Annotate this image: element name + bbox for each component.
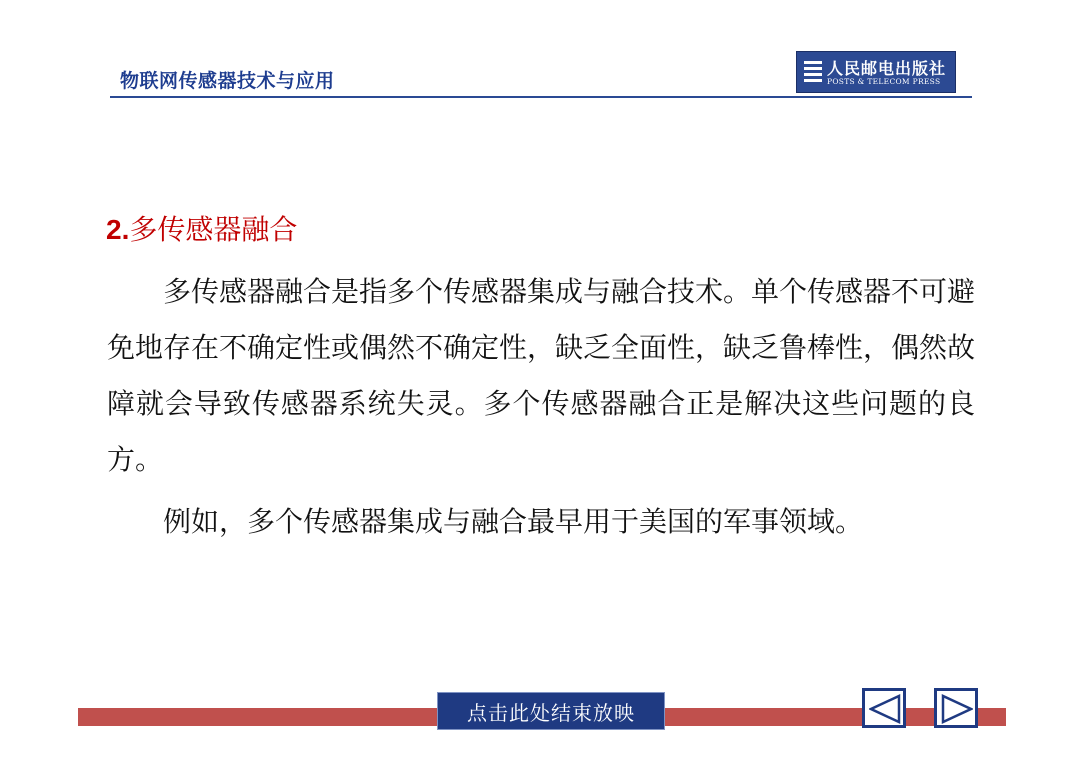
publisher-name-en: POSTS & TELECOM PRESS bbox=[827, 77, 941, 86]
publisher-logo bbox=[796, 51, 956, 93]
previous-slide-button[interactable] bbox=[862, 688, 906, 728]
paragraph: 例如，多个传感器集成与融合最早用于美国的军事领域。 bbox=[163, 505, 864, 538]
section-title: 多传感器融合 bbox=[129, 213, 298, 246]
paragraph: 多传感器融合是指多个传感器集成与融合技术。单个传感器不可避免地存在不确定性或偶然不确定性，缺乏全面性，缺乏鲁棒性，偶然故障就会导致传感器系统失灵。多个传感器融合正是解决这些问题的良方。 bbox=[107, 275, 976, 476]
header-divider bbox=[110, 96, 972, 98]
section-heading bbox=[106, 208, 297, 248]
section-number: 2. bbox=[106, 214, 130, 245]
body-text bbox=[107, 264, 975, 550]
next-slide-button[interactable] bbox=[934, 688, 978, 728]
triangle-left-icon bbox=[869, 694, 901, 724]
triangle-right-icon bbox=[941, 694, 973, 724]
book-title: 物联网传感器技术与应用 bbox=[120, 70, 335, 92]
publisher-emblem-icon bbox=[804, 59, 822, 85]
publisher-name-cn: 人民邮电出版社 bbox=[827, 59, 947, 78]
end-slideshow-button[interactable]: 点击此处结束放映 bbox=[437, 692, 665, 730]
